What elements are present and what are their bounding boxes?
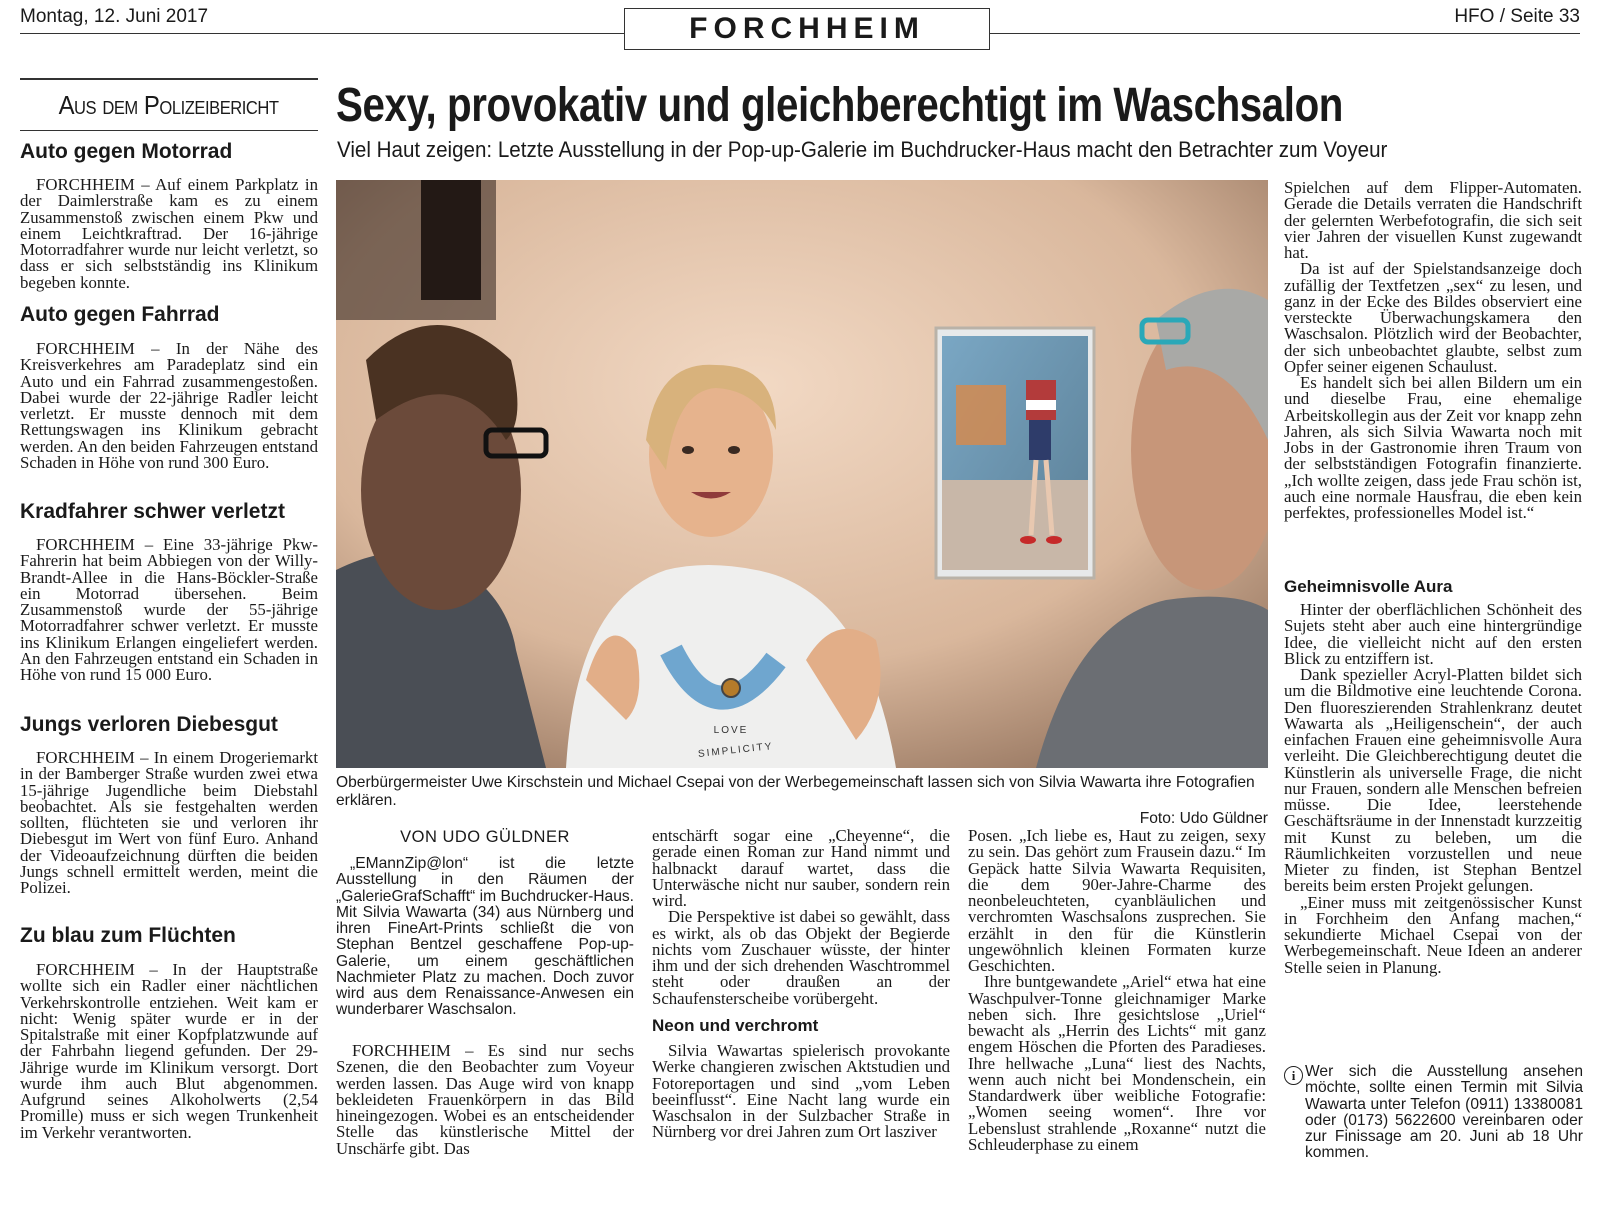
police-item-text: FORCHHEIM – Eine 33-jährige Pkw-Fahrerin hat beim Abbiegen von der Willy-Brandt-Allee in die Hans-Böckler-Straße ein Motorrad übersehen. Beim Zusammenstoß wurde der 55-jährige Motorradfahrer schwer verletzt. Er musste ins Klinikum Erlangen eingeliefert werden. An den Fahrzeugen entstand ein Schaden in Höhe von rund 15 000 Euro. [20, 535, 318, 684]
police-report-title-box [20, 78, 318, 131]
article-subline: Viel Haut zeigen: Letzte Ausstellung in der Pop-up-Galerie im Buchdrucker-Haus macht den Betrachter zum Voyeur [337, 137, 1388, 162]
police-item-heading: Auto gegen Fahrrad [20, 303, 220, 326]
photo-credit: Foto: Udo Güldner [1139, 810, 1268, 827]
police-item-text: FORCHHEIM – Auf einem Parkplatz in der Daimlerstraße kam es zu einem Zusammenstoß zwischen einem Pkw und einem Leichtkraftrad. Der 16-jährige Motorradfahrer wurde nur leicht verletzt, so dass er sich selbstständig ins Klinikum begeben konnte. [20, 175, 318, 292]
info-icon: i [1284, 1066, 1303, 1085]
shirt-print-love: LOVE [713, 725, 749, 736]
article-paragraph: Posen. „Ich liebe es, Haut zu zeigen, sexy zu sein. Das gehört zum Frausein dazu.“ Im Gepäck hatte Silvia Wawarta Requisiten, die dem 90er-Jahre-Charme des neonbeleuchteten, cyanbläulichen und verchromten Waschsalons zusprechen. Sie erzählt in den für die Künstlerin ungewöhnlich kleinen Formaten kurze Geschichten. Ihre buntgewandete „Ariel“ etwa hat eine Waschpulver-Tonne gleichnamiger Marke neben sich. Ihre gesichtslose „Uriel“ bewacht als „Herrin des Lichts“ mit ganz engem Höschen die Pforten des Paradieses. Ihre hellwache „Luna“ liest des Nachts, wenn auch nicht bei Mondenschein, ein Standardwerk über weibliche Fotografie: „Women seeing women“. Ihre vor Lebenslust strahlende „Roxanne“ nutzt die Schleuderphase zu einem [968, 826, 1266, 1154]
article-paragraph: FORCHHEIM – Es sind nur sechs Szenen, die den Beobachter zum Voyeur werden lassen. Das Auge wird von knapp bekleideten Frauenkörpern in das Bild hineingezogen. Wobei es an entscheidender Stelle das künstlerische Mittel der Unschärfe gibt. Das [336, 1041, 634, 1158]
police-item-text: FORCHHEIM – In der Hauptstraße wollte sich ein Radler einer nächtlichen Verkehrskontrolle entziehen. Weit kam er nicht: Wenig später wurde er in der Spitalstraße mit einer Kopfplatzwunde auf der Fahrbahn liegend gefunden. Der 29-Jährige wurde im Klinikum versorgt. Dort wurde ihm auch Blut abgenommen. Aufgrund seines Alkoholwerts (2,54 Promille) muss er sich wegen Trunkenheit im Verkehr verantworten. [20, 960, 318, 1142]
article-subheading: Neon und verchromt [652, 1016, 819, 1035]
byline: VON UDO GÜLDNER [400, 828, 570, 846]
police-item-heading: Auto gegen Motorrad [20, 140, 233, 163]
section-title: FORCHHEIM [689, 12, 925, 45]
photo-caption: Oberbürgermeister Uwe Kirschstein und Michael Csepai von der Werbegemeinschaft lassen sich von Silvia Wawarta ihre Fotografien erklären. [336, 774, 1255, 809]
article-headline: Sexy, provokativ und gleichberechtigt im Waschsalon [336, 79, 1344, 132]
article-paragraph: Hinter der oberflächlichen Schönheit des Sujets steht aber auch eine hintergründige Idee, die vielleicht nicht auf den ersten Blick zu entziffern ist. Dank spezieller Acryl-Platten bildet sich um die Bildmotive eine leuchtende Corona. Den fluoreszierenden Strahlenkranz deutet Wawarta als „Heiligenschein“, der auch einfachen Frauen eine geheimnisvolle Aura verleiht. Die Gleichberechtigung deutet die Künstlerin als universelle Frage, die nicht nur Frauen, sondern alle Menschen befreien müsse. Die Idee, leerstehende Geschäftsräume in der Innenstadt kurzzeitig mit Kunst zu beleben, um die Räumlichkeiten vorzustellen und neue Mieter zu finden, ist Stephan Bentzel bereits beim ersten Projekt gelungen. „Einer muss mit zeitgenössischer Kunst in Forchheim den Anfang machen,“ sekundierte Michael Csepai von der Werbegemeinschaft. Neue Ideen an anderer Stelle seien in Planung. [1284, 600, 1582, 977]
police-item-heading: Jungs verloren Diebesgut [20, 713, 278, 736]
police-item-heading: Zu blau zum Flüchten [20, 924, 236, 947]
article-photo [336, 180, 1268, 768]
photo-caption-block [336, 774, 1268, 828]
article-paragraph: Silvia Wawartas spielerisch provokante Werke changieren zwischen Aktstudien und Fotoreportagen und sind „vom Leben beeinflusst“. Eine Nacht lang wurde ein Waschsalon in der Sulzbacher Straße in Nürnberg vor drei Jahren zum Ort lasziver [652, 1041, 950, 1142]
photo-illustration [336, 180, 1268, 768]
police-item-text: FORCHHEIM – In einem Drogeriemarkt in der Bamberger Straße wurden zwei etwa 15-jährige Jugendliche beim Diebstahl beobachtet. Als sie festgehalten werden sollten, flüchteten sie und verloren ihr Diebesgut im Wert von fünf Euro. Anhand der Videoaufzeichnung dürften die beiden Jungs schnell ermittelt werden, meint die Polizei. [20, 748, 318, 897]
article-intro: „EMannZip@lon“ ist die letzte Ausstellung in den Räumen der „GalerieGrafSchafft“ im Buchdrucker-Haus. Mit Silvia Wawarta (34) aus Nürnberg und ihren FineArt-Prints schließt die von Stephan Bentzel geschaffene Pop-up-Galerie, um einem geschäftlichen Nachmieter Platz zu machen. Doch zuvor wird aus dem Renaissance-Anwesen ein wunderbarer Waschsalon. [336, 855, 634, 1019]
article-paragraph: entschärft sogar eine „Cheyenne“, die gerade einen Roman zur Hand nimmt und halbnackt darauf wartet, dass die Unterwäsche nicht nur sauber, sondern rein wird. Die Perspektive ist dabei so gewählt, dass es wirkt, als ob das Objekt der Begierde nichts vom Zuschauer wüsste, der hinter ihm und der sich drehenden Waschtrommel steht oder draußen an der Schaufensterscheibe vorübergeht. [652, 826, 950, 1008]
section-banner [624, 8, 990, 50]
info-box-text: Wer sich die Ausstellung ansehen möchte, sollte einen Termin mit Silvia Wawarta unter Telefon (0911) 13380081 oder (0173) 5622600 vereinbaren oder zur Finissage am 20. Juni ab 18 Uhr kommen. [1305, 1063, 1583, 1162]
artwork-frame [936, 328, 1094, 578]
shirt-print-simplicity: SIMPLICITY [697, 741, 774, 760]
police-report-title: Aus dem Polizeibericht [58, 89, 280, 120]
police-item-heading: Kradfahrer schwer verletzt [20, 500, 285, 523]
page-number: HFO / Seite 33 [1454, 6, 1580, 27]
article-paragraph: Spielchen auf dem Flipper-Automaten. Gerade die Details verraten die Handschrift der gelernten Werbefotografin, die sich seit vier Jahren der visuellen Kunst zugewandt hat. Da ist auf der Spielstandsanzeige doch zufällig der Textfetzen „sex“ zu lesen, und ganz in der Ecke des Bildes observiert eine versteckte Überwachungskamera den Waschsalon. Plötzlich wird der Beobachter, der sich unbeobachtet glaubte, selbst zum Opfer seiner eigenen Schaulust. Es handelt sich bei allen Bildern um ein und dieselbe Frau, eine ehemalige Arbeitskollegin aus der Zeit vor knapp zehn Jahren, als sich Silvia Wawarta noch mit Jobs in der Gastronomie ihren Traum von der selbstständigen Fotografin finanzierte. „Ich wollte zeigen, dass jede Frau schön ist, auch eine normale Hausfrau, die eben kein perfektes, professionelles Model ist.“ [1284, 178, 1582, 522]
article-subheading: Geheimnisvolle Aura [1284, 577, 1453, 596]
dark-beam [421, 180, 481, 300]
issue-date: Montag, 12. Juni 2017 [20, 6, 209, 27]
police-item-text: FORCHHEIM – In der Nähe des Kreisverkehres am Paradeplatz sind ein Auto und ein Fahrrad zusammengestoßen. Dabei wurde der 22-jährige Radler leicht verletzt. Er musste dennoch mit dem Rettungswagen ins Klinikum gebracht werden. An den beiden Fahrzeugen entstand Schaden in Höhe von rund 300 Euro. [20, 339, 318, 472]
